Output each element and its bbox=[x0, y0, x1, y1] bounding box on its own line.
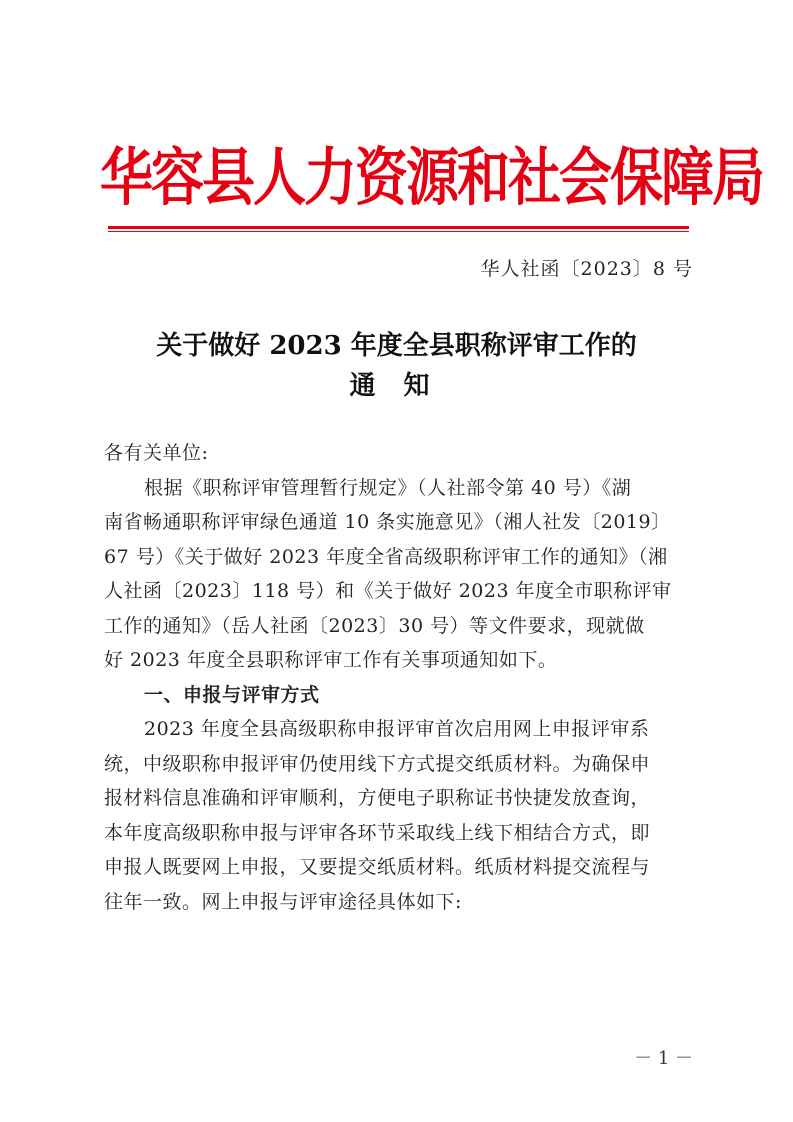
paragraph-line: 工作的通知》（岳人社函〔2023〕30 号）等文件要求，现就做 bbox=[104, 614, 645, 637]
paragraph-line: 根据《职称评审管理暂行规定》（人社部令第 40 号）《湖 bbox=[144, 476, 632, 499]
paragraph-line: 往年一致。网上申报与评审途径具体如下: bbox=[104, 890, 462, 913]
paragraph-line: 本年度高级职称申报与评审各环节采取线上线下相结合方式，即 bbox=[104, 821, 651, 844]
page-number: － 1 － bbox=[634, 1048, 693, 1069]
paragraph-line: 67 号）《关于做好 2023 年度全省高级职称评审工作的通知》（湘 bbox=[104, 545, 668, 568]
document-number: 华人社函〔2023〕8 号 bbox=[480, 258, 693, 280]
paragraph-line: 2023 年度全县高级职称申报评审首次启用网上申报评审系 bbox=[144, 718, 650, 740]
salutation: 各有关单位: bbox=[104, 442, 209, 464]
paragraph-line: 统，中级职称申报评审仍使用线下方式提交纸质材料。为确保申 bbox=[104, 752, 651, 775]
paragraph-line: 南省畅通职称评审绿色通道 10 条实施意见》（湘人社发〔2019〕 bbox=[104, 511, 671, 533]
paragraph-line: 好 2023 年度全县职称评审工作有关事项通知如下。 bbox=[104, 649, 558, 671]
document-body bbox=[104, 436, 694, 919]
paragraph-line: 申报人既要网上申报，又要提交纸质材料。纸质材料提交流程与 bbox=[104, 856, 651, 878]
masthead-red-rule bbox=[108, 226, 689, 229]
paragraph-2 bbox=[104, 712, 694, 919]
paragraph-line: 人社函〔2023〕118 号）和《关于做好 2023 年度全市职称评审 bbox=[104, 580, 672, 602]
masthead-red-rule-thin bbox=[108, 231, 689, 232]
document-title-line1: 关于做好 2023 年度全县职称评审工作的 bbox=[156, 331, 637, 361]
paragraph-1 bbox=[104, 471, 694, 678]
section-heading: 一、申报与评审方式 bbox=[144, 683, 320, 706]
document-title-line2: 通知 bbox=[349, 371, 458, 401]
paragraph-line: 报材料信息准确和评审顺利，方便电子职称证书快捷发放查询， bbox=[104, 787, 651, 809]
agency-masthead: 华容县人力资源和社会保障局 bbox=[100, 141, 763, 215]
